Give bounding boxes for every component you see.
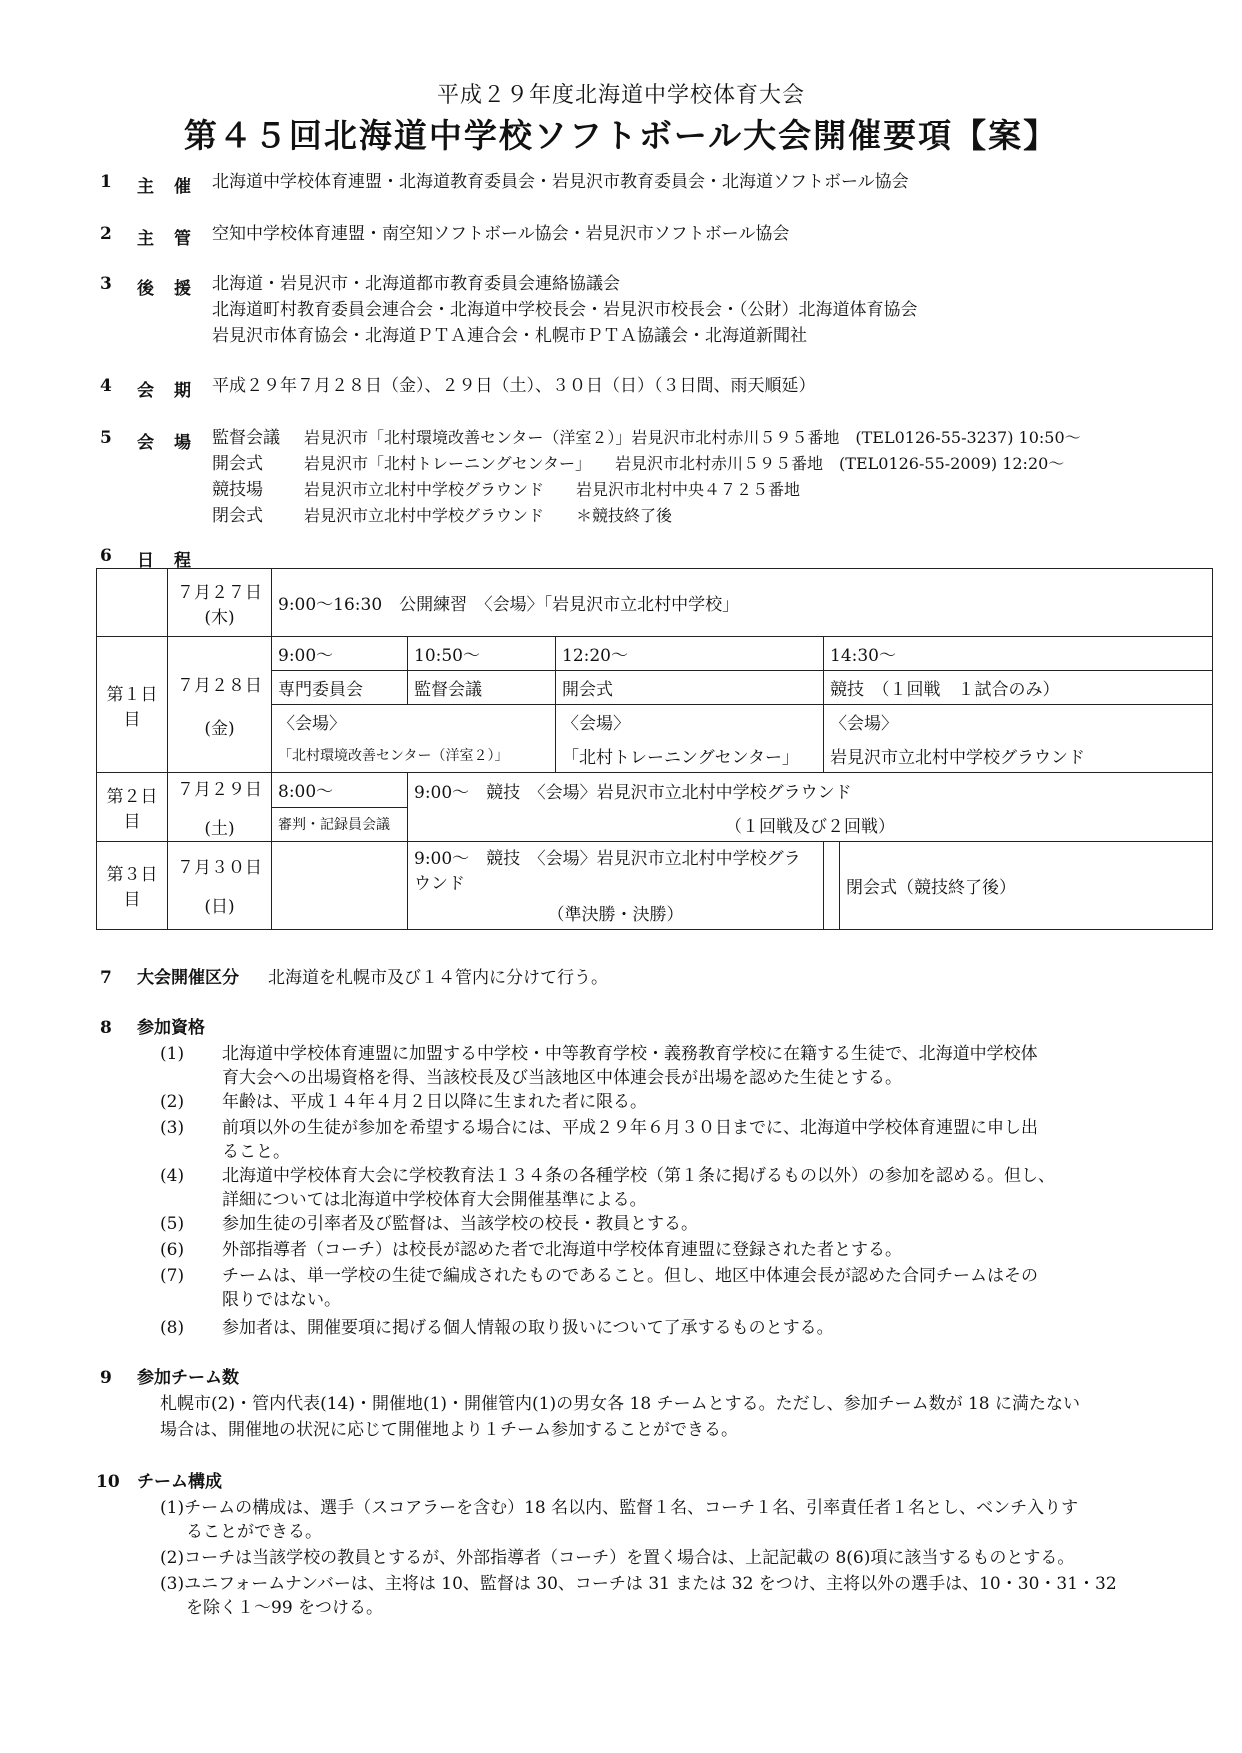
competition-info: 9:00～ 競技 〈会場〉岩見沢市立北村中学校グラウンド bbox=[408, 773, 1213, 808]
section-9-line: 場合は、開催地の状況に応じて開催地より１チーム参加することができる。 bbox=[160, 1420, 738, 1440]
section-4-text: 平成２９年７月２８日（金）、２９日（土）、３０日（日）（３日間、雨天順延） bbox=[212, 376, 816, 396]
section-1-label: 主催 bbox=[137, 177, 211, 197]
schedule-date: ７月３０日 (日) bbox=[168, 842, 272, 930]
schedule-day-label: 第２日目 bbox=[97, 773, 168, 842]
event-cell: 競技 （１回戦 １試合のみ） bbox=[824, 671, 1213, 705]
list-item-line: 参加者は、開催要項に掲げる個人情報の取り扱いについて了承するものとする。 bbox=[222, 1318, 834, 1338]
section-10-line: (2)コーチは当該学校の教員とするが、外部指導者（コーチ）を置く場合は、上記記載の 8(6)項に該当するものとする。 bbox=[160, 1548, 1075, 1568]
section-7-label: 大会開催区分 bbox=[137, 968, 239, 988]
section-8-label: 参加資格 bbox=[137, 1018, 205, 1038]
time-slot: 14:30～ bbox=[824, 637, 1213, 671]
section-7-number: 7 bbox=[100, 968, 112, 988]
schedule-date: ７月２９日 (土) bbox=[168, 773, 272, 842]
time-slot: 12:20～ bbox=[556, 637, 824, 671]
section-10-number: 10 bbox=[96, 1472, 120, 1492]
list-item-line: 北海道中学校体育大会に学校教育法１３４条の各種学校（第１条に掲げるもの以外）の参加を認める。但し、 bbox=[222, 1166, 1055, 1186]
section-10-label: チーム構成 bbox=[137, 1472, 222, 1492]
section-1-text: 北海道中学校体育連盟・北海道教育委員会・岩見沢市教育委員会・北海道ソフトボール協会 bbox=[212, 172, 909, 192]
schedule-date: ７月２７日 (木) bbox=[168, 569, 272, 637]
list-item-line: 参加生徒の引率者及び監督は、当該学校の校長・教員とする。 bbox=[222, 1214, 698, 1234]
venue-label: 〈会場〉 bbox=[556, 705, 824, 739]
section-3-line: 岩見沢市体育協会・北海道ＰＴＡ連合会・札幌市ＰＴＡ協議会・北海道新聞社 bbox=[212, 326, 807, 346]
venue-value: 岩見沢市立北村中学校グラウンド 岩見沢市北村中央４７２５番地 bbox=[304, 480, 801, 499]
section-3-line: 北海道・岩見沢市・北海道都市教育委員会連絡協議会 bbox=[212, 274, 620, 294]
empty-cell bbox=[272, 842, 408, 930]
list-item-line: 外部指導者（コーチ）は校長が認めた者で北海道中学校体育連盟に登録された者とする。 bbox=[222, 1240, 902, 1260]
section-7-text: 北海道を札幌市及び１４管内に分けて行う。 bbox=[268, 968, 608, 988]
schedule-day-label: 第３日目 bbox=[97, 842, 168, 930]
venue-value: 岩見沢市立北村中学校グラウンド ＊競技終了後 bbox=[304, 506, 673, 525]
venue-name: 「北村環境改善センター（洋室２）」 bbox=[272, 739, 556, 773]
section-3-number: 3 bbox=[100, 274, 112, 294]
list-item-line: 北海道中学校体育連盟に加盟する中学校・中等教育学校・義務教育学校に在籍する生徒で、北海道中学校体 bbox=[222, 1044, 1038, 1064]
schedule-table bbox=[96, 568, 1213, 930]
document-title: 第４５回北海道中学校ソフトボール大会開催要項【案】 bbox=[183, 116, 1059, 155]
list-item-number: (2) bbox=[160, 1092, 185, 1112]
section-2-label: 主管 bbox=[137, 229, 211, 249]
event-cell: 監督会議 bbox=[408, 671, 556, 705]
section-8-number: 8 bbox=[100, 1018, 112, 1038]
venue-key: 競技場 bbox=[212, 480, 263, 500]
event-cell: 開会式 bbox=[556, 671, 824, 705]
list-item-number: (3) bbox=[160, 1118, 185, 1138]
section-9-label: 参加チーム数 bbox=[137, 1368, 239, 1388]
list-item-number: (5) bbox=[160, 1214, 185, 1234]
list-item-number: (8) bbox=[160, 1318, 185, 1338]
list-item-line: ること。 bbox=[222, 1142, 290, 1162]
section-9-number: 9 bbox=[100, 1368, 112, 1388]
section-2-text: 空知中学校体育連盟・南空知ソフトボール協会・岩見沢市ソフトボール協会 bbox=[212, 224, 790, 244]
document-subtitle: 平成２９年度北海道中学校体育大会 bbox=[436, 83, 805, 108]
list-item-line: 詳細については北海道中学校体育大会開催基準による。 bbox=[222, 1190, 647, 1210]
schedule-day-label: 第１日目 bbox=[97, 637, 168, 773]
list-item-line: チームは、単一学校の生徒で編成されたものであること。但し、地区中体連会長が認めた合同チームはその bbox=[222, 1266, 1038, 1286]
time-slot: 8:00～ bbox=[272, 773, 408, 808]
competition-info: 9:00～ 競技 〈会場〉岩見沢市立北村中学校グラウンド bbox=[408, 842, 824, 897]
section-6-number: 6 bbox=[100, 546, 112, 566]
event-cell: 審判・記録員会議 bbox=[272, 807, 408, 842]
closing-ceremony: 閉会式（競技終了後） bbox=[840, 842, 1213, 930]
venue-key: 監督会議 bbox=[212, 428, 280, 448]
list-item-line: 限りではない。 bbox=[222, 1290, 341, 1310]
section-6-label: 日程 bbox=[137, 551, 211, 571]
section-2-number: 2 bbox=[100, 224, 112, 244]
section-10-line: を除く１～99 をつける。 bbox=[186, 1598, 384, 1618]
list-item-number: (4) bbox=[160, 1166, 185, 1186]
venue-key: 閉会式 bbox=[212, 506, 263, 526]
time-slot: 10:50～ bbox=[408, 637, 556, 671]
list-item-line: 育大会への出場資格を得、当該校長及び当該地区中体連会長が出場を認めた生徒とする。 bbox=[222, 1068, 902, 1088]
time-slot: 9:00～ bbox=[272, 637, 408, 671]
venue-key: 開会式 bbox=[212, 454, 263, 474]
venue-value: 岩見沢市「北村トレーニングセンター」 岩見沢市北村赤川５９５番地 (TEL0126-55-2009) 12:20～ bbox=[304, 454, 1065, 473]
section-9-line: 札幌市(2)・管内代表(14)・開催地(1)・開催管内(1)の男女各 18 チームとする。ただし、参加チーム数が 18 に満たない bbox=[160, 1394, 1081, 1414]
list-item-number: (1) bbox=[160, 1044, 185, 1064]
section-5-number: 5 bbox=[100, 428, 112, 448]
round-info: （準決勝・決勝） bbox=[408, 896, 824, 929]
round-info: （１回戦及び２回戦） bbox=[408, 807, 1213, 842]
schedule-day-label bbox=[97, 569, 168, 637]
section-10-line: (3)ユニフォームナンバーは、主将は 10、監督は 30、コーチは 31 または 32 をつけ、主将以外の選手は、10・30・31・32 bbox=[160, 1574, 1117, 1594]
venue-label: 〈会場〉 bbox=[272, 705, 556, 739]
section-4-number: 4 bbox=[100, 376, 112, 396]
divider-cell bbox=[824, 842, 840, 930]
section-10-line: ることができる。 bbox=[186, 1522, 322, 1542]
venue-name: 「北村トレーニングセンター」 bbox=[556, 739, 824, 773]
section-5-label: 会場 bbox=[137, 433, 211, 453]
list-item-number: (7) bbox=[160, 1266, 185, 1286]
list-item-line: 前項以外の生徒が参加を希望する場合には、平成２９年６月３０日までに、北海道中学校体育連盟に申し出 bbox=[222, 1118, 1038, 1138]
section-3-line: 北海道町村教育委員会連合会・北海道中学校長会・岩見沢市校長会・（公財）北海道体育協会 bbox=[212, 300, 918, 320]
list-item-number: (6) bbox=[160, 1240, 185, 1260]
section-3-label: 後援 bbox=[137, 279, 211, 299]
section-4-label: 会期 bbox=[137, 381, 211, 401]
schedule-date: ７月２８日 (金) bbox=[168, 637, 272, 773]
section-1-number: 1 bbox=[100, 172, 112, 192]
list-item-line: 年齢は、平成１４年４月２日以降に生まれた者に限る。 bbox=[222, 1092, 647, 1112]
venue-value: 岩見沢市「北村環境改善センター（洋室２）」岩見沢市北村赤川５９５番地 (TEL0126-55-3237) 10:50～ bbox=[304, 428, 1081, 447]
section-10-line: (1)チームの構成は、選手（スコアラーを含む）18 名以内、監督１名、コーチ１名、引率責任者１名とし、ベンチ入りす bbox=[160, 1498, 1079, 1518]
venue-label: 〈会場〉 bbox=[824, 705, 1213, 739]
venue-name: 岩見沢市立北村中学校グラウンド bbox=[824, 739, 1213, 773]
event-cell: 専門委員会 bbox=[272, 671, 408, 705]
practice-session: 9:00～16:30 公開練習 〈会場〉「岩見沢市立北村中学校」 bbox=[272, 569, 1213, 637]
